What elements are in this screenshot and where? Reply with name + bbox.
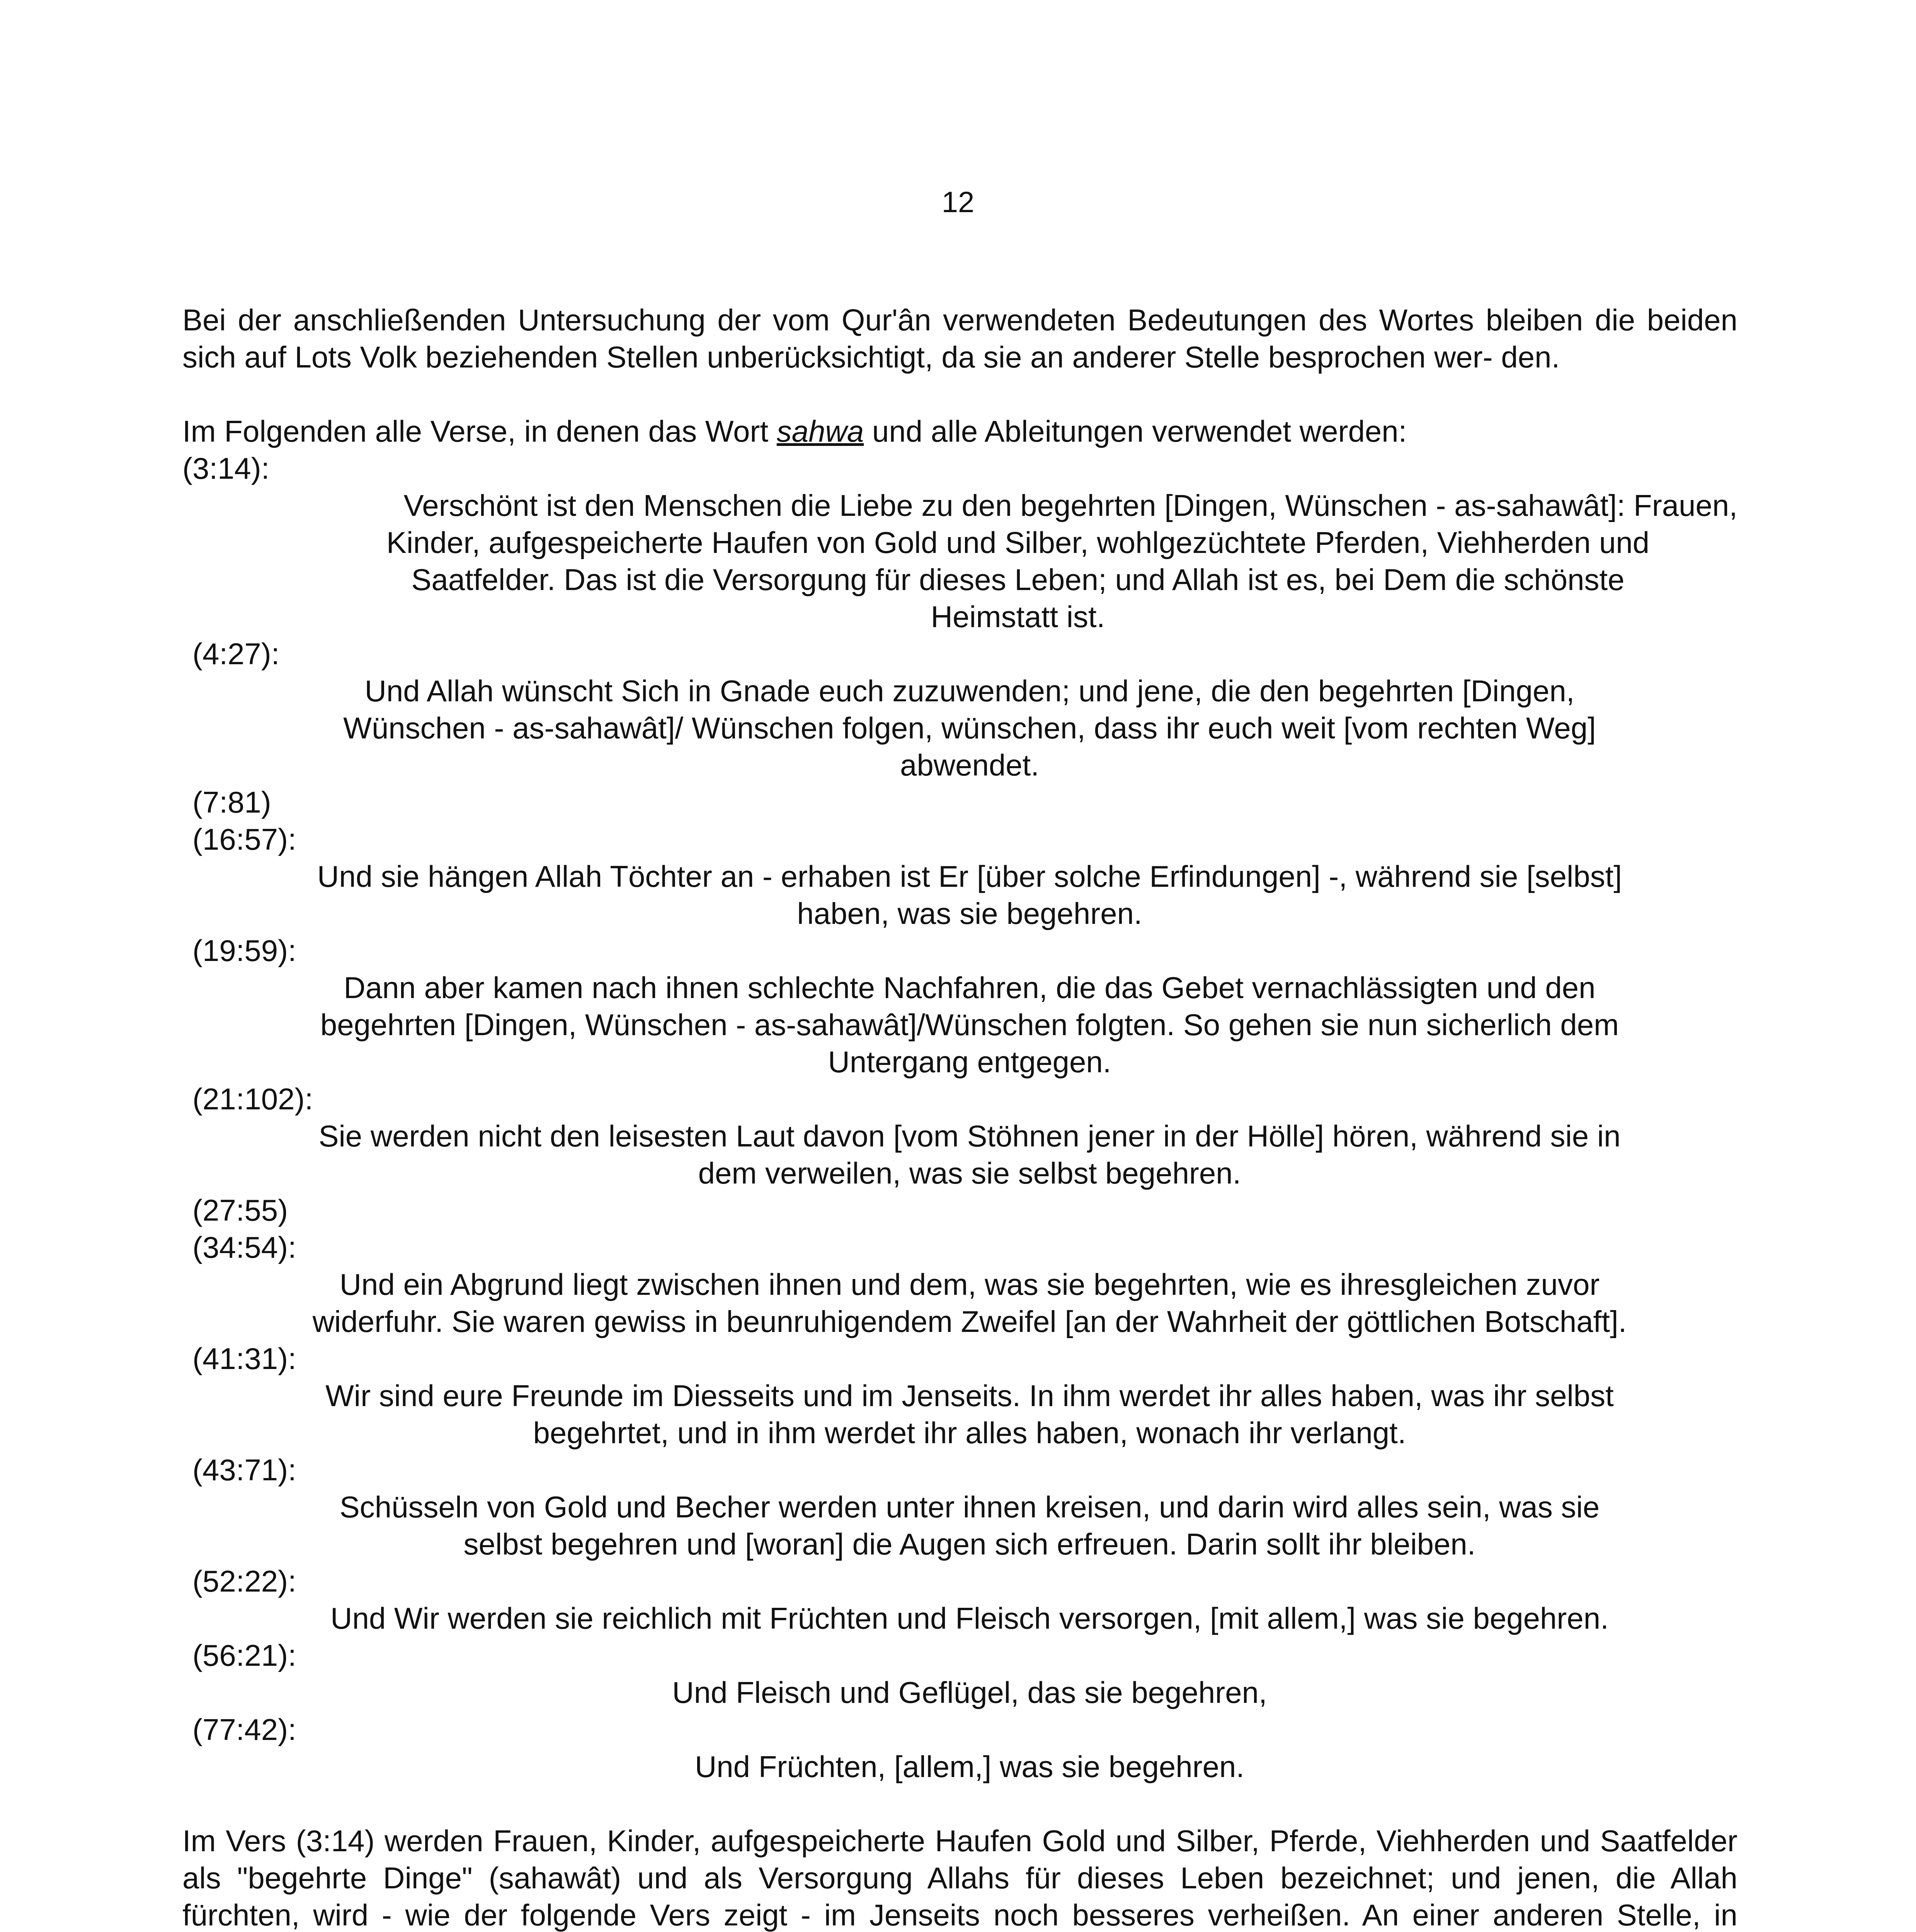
verse-line: Verschönt ist den Menschen die Liebe zu den begehrten [Dingen, Wünschen - as-sahawât]: Frauen,	[403, 488, 1737, 522]
page-content	[182, 301, 1737, 1932]
verse-ref: (3:14):	[182, 451, 270, 485]
intro-paragraph: Bei der anschließenden Untersuchung der vom Qur'ân verwendeten Bedeutungen des Wortes bleiben die beiden sich auf Lots Volk beziehenden Stellen unberücksichtigt, da sie an anderer Stelle besprochen wer- den.	[182, 303, 1737, 374]
verse-line: widerfuhr. Sie waren gewiss in beunruhigendem Zweifel [an der Wahrheit der göttlichen Botschaft].	[312, 1304, 1627, 1338]
verse-line: begehrtet, und in ihm werdet ihr alles haben, wonach ihr verlangt.	[533, 1416, 1406, 1450]
verse-line: Und Fleisch und Geflügel, das sie begehren,	[672, 1675, 1267, 1709]
verse-ref: (41:31):	[192, 1342, 296, 1376]
paragraph-gap	[182, 1785, 1737, 1822]
verse-line: Und Früchten, [allem,] was sie begehren.	[694, 1750, 1245, 1784]
verse-ref: (4:27):	[192, 637, 280, 671]
term-sahwa: sahwa	[776, 414, 864, 448]
verse-ref: (34:54):	[192, 1230, 296, 1264]
verse-ref: (16:57):	[192, 822, 296, 856]
verse-line: Wir sind eure Freunde im Diesseits und im Jenseits. In ihm werdet ihr alles haben, was ihr selbst	[325, 1379, 1614, 1413]
verse-line: selbst begehren und [woran] die Augen sich erfreuen. Darin sollt ihr bleiben.	[463, 1527, 1476, 1561]
verse-ref: (77:42):	[192, 1713, 296, 1747]
verse-line: Und sie hängen Allah Töchter an - erhaben ist Er [über solche Erfindungen] -, während sie [selbst]	[317, 859, 1622, 893]
page-number: 12	[941, 186, 975, 219]
paragraph-gap	[182, 376, 1737, 413]
verse-line: Und Allah wünscht Sich in Gnade euch zuzuwenden; und jene, die den begehrten [Dingen,	[364, 674, 1575, 708]
verse-line: haben, was sie begehren.	[797, 896, 1142, 930]
verse-line: Und ein Abgrund liegt zwischen ihnen und dem, was sie begehrten, wie es ihresgleichen zuvor	[339, 1267, 1600, 1301]
verse-line: Und Wir werden sie reichlich mit Früchten und Fleisch versorgen, [mit allem,] was sie begehren.	[330, 1601, 1609, 1635]
verse-line: Sie werden nicht den leisesten Laut davon [vom Stöhnen jener in der Hölle] hören, während sie in	[318, 1119, 1621, 1153]
verse-line: Dann aber kamen nach ihnen schlechte Nachfahren, die das Gebet vernachlässigten und den	[344, 971, 1596, 1005]
verse-list-intro: Im Folgenden alle Verse, in denen das Wort sahwa und alle Ableitungen verwendet werden:	[182, 414, 1407, 448]
verse-ref: (27:55)	[192, 1193, 288, 1227]
paragraph-vers-3-14: Im Vers (3:14) werden Frauen, Kinder, aufgespeicherte Haufen Gold und Silber, Pferde, Viehherden und Saatfelder als "begehrte Dinge" (sahawât) und als Versorgung Allahs für dieses Leben bezeichnet; und jenen, die Allah fürchten, wird - wie der folgende Vers zeigt - im Jenseits noch besseres verheißen. An einer anderen Stelle, in	[182, 1824, 1737, 1932]
verse-line: begehrten [Dingen, Wünschen - as-sahawât]/Wünschen folgten. So gehen sie nun sicherlich dem	[320, 1008, 1619, 1042]
verse-line: Heimstatt ist.	[931, 600, 1105, 634]
verse-line: Schüsseln von Gold und Becher werden unter ihnen kreisen, und darin wird alles sein, was sie	[339, 1490, 1600, 1524]
verse-line: Saatfelder. Das ist die Versorgung für dieses Leben; und Allah ist es, bei Dem die schönste	[411, 563, 1625, 597]
verse-ref: (7:81)	[192, 785, 271, 819]
verse-ref: (52:22):	[192, 1564, 296, 1598]
verse-ref: (21:102):	[192, 1082, 313, 1116]
verse-ref: (43:71):	[192, 1453, 296, 1487]
verse-ref: (56:21):	[192, 1638, 296, 1672]
verse-line: dem verweilen, was sie selbst begehren.	[698, 1156, 1241, 1190]
verse-line: abwendet.	[900, 748, 1039, 782]
verse-line: Wünschen - as-sahawât]/ Wünschen folgen, wünschen, dass ihr euch weit [vom rechten Weg]	[343, 711, 1596, 745]
verse-line: Untergang entgegen.	[828, 1045, 1111, 1079]
verse-ref: (19:59):	[192, 934, 296, 968]
verse-line: Kinder, aufgespeicherte Haufen von Gold und Silber, wohlgezüchtete Pferden, Viehherden und	[386, 526, 1650, 560]
